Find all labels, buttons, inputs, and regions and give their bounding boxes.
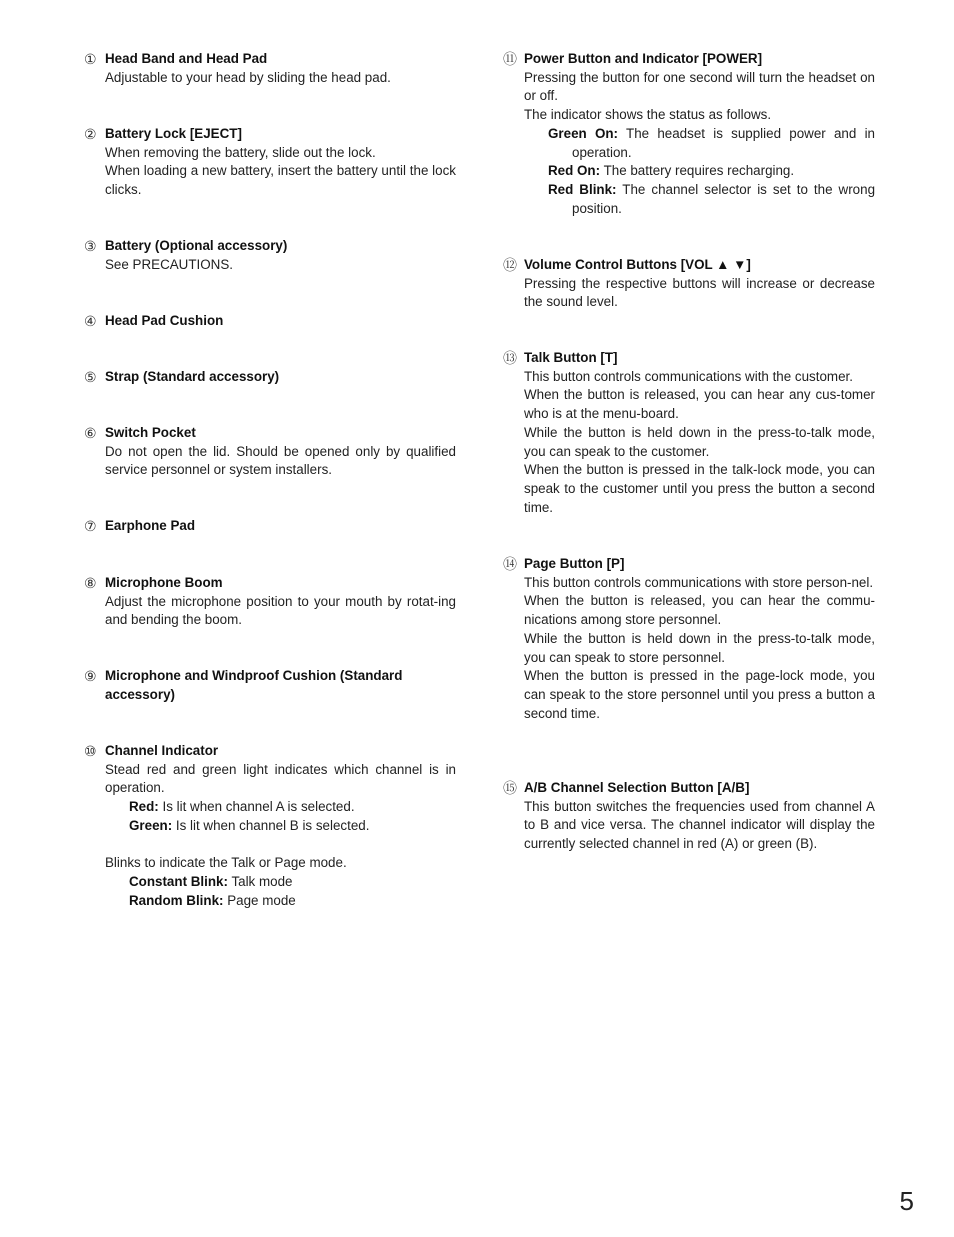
item-title: Earphone Pad <box>105 518 196 533</box>
item-text: When the button is pressed in the talk-lock mode, you can speak to the customer until you press the button a second time. <box>524 462 875 515</box>
item-title: Power Button and Indicator [POWER] <box>524 51 763 66</box>
definition-value: Page mode <box>227 892 296 908</box>
item-title: A/B Channel Selection Button [A/B] <box>524 780 750 795</box>
page-number: 5 <box>899 1186 914 1216</box>
item-title: Microphone and Windproof Cushion (Standard accessory) <box>105 668 403 702</box>
definition-row <box>129 873 456 892</box>
definition-key: Red Blink: <box>548 181 617 197</box>
list-item <box>503 50 875 218</box>
list-item <box>84 667 456 704</box>
item-text: When the button is released, you can hear any cus-tomer who is at the menu-board. <box>524 387 875 422</box>
list-item <box>84 742 456 910</box>
list-item <box>84 312 223 331</box>
item-title: Battery (Optional accessory) <box>105 238 288 253</box>
definition-row <box>129 892 456 911</box>
item-number: ⑬ <box>503 350 517 366</box>
list-item <box>84 368 279 387</box>
item-number: ⑪ <box>503 51 517 67</box>
item-text: Blinks to indicate the Talk or Page mode. <box>105 855 347 871</box>
definition-row <box>129 798 456 817</box>
list-item <box>503 779 875 854</box>
item-title: Volume Control Buttons [VOL ▲ ▼] <box>524 257 751 272</box>
item-number: ⑥ <box>84 425 97 441</box>
item-title: Channel Indicator <box>105 743 219 758</box>
definition-key: Green: <box>129 817 173 833</box>
item-title: Battery Lock [EJECT] <box>105 126 242 141</box>
item-text: When loading a new battery, insert the battery until the lock clicks. <box>105 163 456 198</box>
item-text: This button switches the frequencies used from channel A to B and vice versa. The channel indicator will display the currently selected channel in red (A) or green (B). <box>524 798 875 852</box>
definition-row <box>548 162 875 181</box>
item-text: When removing the battery, slide out the lock. <box>105 144 376 160</box>
item-text: When the button is pressed in the page-lock mode, you can speak to the store personnel until you press a button a second time. <box>524 668 875 721</box>
definition-value: The channel selector is set to the wrong position. <box>572 181 876 216</box>
item-number: ⑨ <box>84 668 97 684</box>
definition-row <box>548 125 875 162</box>
item-text: Adjust the microphone position to your mouth by rotat-ing and bending the boom. <box>105 593 456 628</box>
definition-value: Talk mode <box>231 873 293 889</box>
item-number: ③ <box>84 238 97 254</box>
item-number: ① <box>84 51 97 67</box>
list-item <box>84 424 456 480</box>
item-number: ⑮ <box>503 780 517 796</box>
item-text: Adjustable to your head by sliding the head pad. <box>105 69 391 85</box>
item-text: This button controls communications with the customer. <box>524 368 853 384</box>
definition-key: Red: <box>129 799 159 815</box>
item-title: Talk Button [T] <box>524 350 618 365</box>
item-number: ⑭ <box>503 556 517 572</box>
definition-value: The headset is supplied power and in operation. <box>572 125 875 160</box>
item-text: While the button is held down in the press-to-talk mode, you can speak to store personnel. <box>524 630 875 665</box>
item-number: ⑧ <box>84 575 97 591</box>
item-number: ⑩ <box>84 743 97 759</box>
item-number: ⑤ <box>84 369 97 385</box>
list-item <box>84 237 287 274</box>
item-text: Pressing the respective buttons will increase or decrease the sound level. <box>524 275 875 310</box>
item-text: Stead red and green light indicates which channel is in operation. <box>105 761 456 796</box>
item-text: See PRECAUTIONS. <box>105 256 233 272</box>
definition-key: Red On: <box>548 163 601 179</box>
list-item <box>503 349 875 517</box>
item-number: ⑦ <box>84 518 97 534</box>
item-text: This button controls communications with store person-nel. <box>524 574 874 590</box>
item-title: Page Button [P] <box>524 556 625 571</box>
item-title: Head Band and Head Pad <box>105 51 268 66</box>
definition-value: The battery requires recharging. <box>603 163 795 179</box>
definition-row <box>129 817 456 836</box>
definition-key: Green On: <box>548 125 618 141</box>
item-title: Switch Pocket <box>105 425 196 440</box>
definition-key: Random Blink: <box>129 892 224 908</box>
item-number: ② <box>84 126 97 142</box>
list-item <box>84 517 195 536</box>
list-item <box>503 256 875 312</box>
list-item <box>84 50 391 87</box>
item-text: When the button is released, you can hear the commu-nications among store personnel. <box>524 593 875 628</box>
item-title: Head Pad Cushion <box>105 313 224 328</box>
list-item <box>503 555 875 723</box>
definition-value: Is lit when channel B is selected. <box>175 817 370 833</box>
list-item <box>84 574 456 630</box>
item-title: Strap (Standard accessory) <box>105 369 280 384</box>
item-number: ⑫ <box>503 257 517 273</box>
list-item <box>84 125 456 200</box>
definition-row <box>548 181 875 218</box>
item-title: Microphone Boom <box>105 575 223 590</box>
item-number: ④ <box>84 313 97 329</box>
definition-value: Is lit when channel A is selected. <box>162 799 355 815</box>
item-text: While the button is held down in the press-to-talk mode, you can speak to the customer. <box>524 424 875 459</box>
item-text: The indicator shows the status as follows. <box>524 107 772 123</box>
item-text: Do not open the lid. Should be opened only by qualified service personnel or system installers. <box>105 443 456 478</box>
item-text: Pressing the button for one second will turn the headset on or off. <box>524 69 875 104</box>
definition-key: Constant Blink: <box>129 873 228 889</box>
